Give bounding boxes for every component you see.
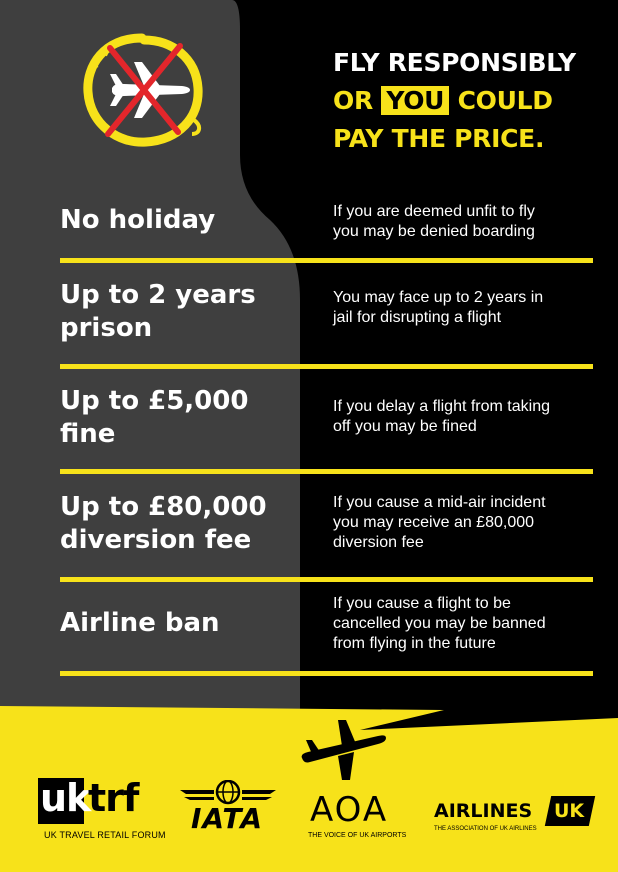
penalty-description: If you cause a flight to be cancelled you may be banned from flying in the future (333, 595, 546, 652)
aoa-subtitle: THE VOICE OF UK AIRPORTS (308, 832, 407, 839)
aoa-text: AOA (310, 790, 389, 830)
headline-or: OR (333, 86, 373, 115)
penalty-title: No holiday (60, 205, 216, 235)
divider (60, 671, 593, 676)
aoa-logo (308, 790, 418, 846)
airlines-uk-logo (434, 796, 604, 840)
headline-line-1: FLY RESPONSIBLY (333, 48, 576, 77)
airlines-uk-uk-text: UK (554, 800, 585, 822)
penalty-title: Up to 2 years prison (60, 280, 256, 343)
divider (60, 577, 593, 582)
penalty-description: If you are deemed unfit to fly you may be denied boarding (333, 203, 535, 240)
penalty-title: Up to £5,000 fine (60, 386, 249, 449)
headline-line-3: PAY THE PRICE. (333, 124, 545, 153)
uktrf-trf-text: trf (88, 776, 139, 820)
airlines-uk-text: AIRLINES (434, 800, 533, 822)
headline-you-highlight: YOU (381, 86, 449, 115)
uktrf-subtitle: UK TRAVEL RETAIL FORUM (44, 830, 166, 840)
divider (60, 258, 593, 263)
penalty-title: Up to £80,000 diversion fee (60, 492, 267, 555)
divider (60, 469, 593, 474)
airlines-uk-subtitle: THE ASSOCIATION OF UK AIRLINES (434, 826, 537, 832)
uktrf-logo (38, 776, 168, 844)
headline (333, 44, 576, 158)
penalty-description: If you cause a mid-air incident you may receive an £80,000 diversion fee (333, 494, 546, 551)
penalty-title: Airline ban (60, 608, 220, 638)
divider (60, 364, 593, 369)
headline-could: COULD (457, 86, 553, 115)
plane-icon (110, 62, 190, 118)
uktrf-uk-text: uk (40, 776, 91, 820)
penalty-description: If you delay a flight from taking off you may be fined (333, 398, 550, 435)
iata-text: IATA (191, 802, 264, 835)
headline-line-2 (333, 82, 576, 120)
plane-icon (298, 718, 388, 782)
iata-logo (178, 780, 278, 840)
no-flying-icon (74, 28, 210, 152)
penalty-description: You may face up to 2 years in jail for disrupting a flight (333, 289, 544, 326)
